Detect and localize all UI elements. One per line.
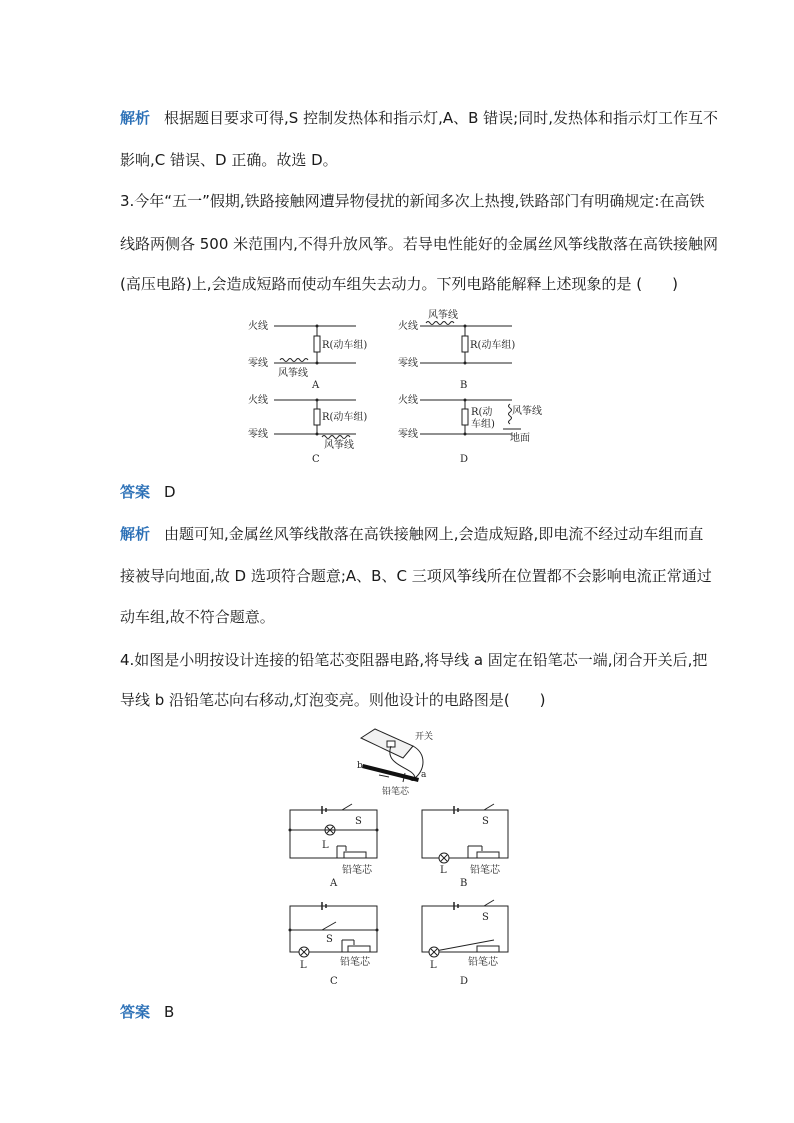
q4-circuit-options	[282, 802, 514, 992]
q4a-lamp-l: L	[322, 840, 329, 851]
analysis-text: 根据题目要求可得,S 控制发热体和指示灯,A、B 错误;同时,发热体和指示灯工作互不	[164, 109, 718, 127]
q3d-load-label-1: R(动	[471, 407, 493, 418]
q3-option-a: A	[312, 380, 320, 391]
q3-analysis-line2: 接被导向地面,故 D 选项符合题意;A、B、C 三项风筝线所在位置都不会影响电流正常通过	[120, 567, 712, 585]
q4-switch-label: 开关	[415, 732, 434, 742]
q4b-switch-s: S	[482, 816, 489, 827]
q3c-load-label: R(动车组)	[322, 412, 368, 423]
answer-value: B	[164, 1003, 175, 1021]
q3-analysis-line3: 动车组,故不符合题意。	[120, 608, 275, 626]
q3-option-d: D	[460, 454, 469, 465]
q3-stem-line1: 3.今年“五一”假期,铁路接触网遭异物侵扰的新闻多次上热搜,铁路部门有明确规定:在高铁	[120, 192, 705, 210]
q3-option-c: C	[312, 454, 320, 465]
q3b-live-label: 火线	[398, 321, 418, 332]
q4d-pencil-label: 铅笔芯	[468, 957, 498, 968]
q3a-load-label: R(动车组)	[322, 340, 368, 351]
q4d-switch-s: S	[482, 912, 489, 923]
q2-analysis-line2: 影响,C 错误、D 正确。故选 D。	[120, 151, 338, 169]
q3a-live-label: 火线	[248, 321, 268, 332]
q3a-neutral-label: 零线	[248, 358, 268, 369]
q4c-lamp-l: L	[300, 960, 307, 971]
q3d-kite-label: 风筝线	[512, 406, 542, 417]
q3-stem-line3: (高压电路)上,会造成短路而使动车组失去动力。下列电路能解释上述现象的是 ( )	[120, 275, 678, 293]
answer-value: D	[164, 483, 176, 501]
q3-circuit-figure	[240, 308, 542, 468]
q4-option-a: A	[330, 878, 338, 889]
q3c-kite-label: 风筝线	[324, 440, 354, 451]
q4-answer	[120, 1002, 174, 1022]
q4a-pencil-label: 铅笔芯	[342, 865, 372, 876]
q3b-kite-label: 风筝线	[428, 310, 458, 321]
q4-pencil-label: 铅笔芯	[382, 787, 410, 797]
q4a-switch-s: S	[355, 816, 362, 827]
q3d-load-label-2: 车组)	[471, 419, 495, 430]
q4-stem-line1: 4.如图是小明按设计连接的铅笔芯变阻器电路,将导线 a 固定在铅笔芯一端,闭合开关后,把	[120, 651, 708, 669]
q3-stem-line2: 线路两侧各 500 米范围内,不得升放风筝。若导电性能好的金属丝风筝线散落在高铁接触网	[120, 235, 718, 253]
answer-label: 答案	[120, 483, 151, 501]
q4c-pencil-label: 铅笔芯	[340, 957, 370, 968]
q4b-pencil-label: 铅笔芯	[470, 865, 500, 876]
q3c-neutral-label: 零线	[248, 429, 268, 440]
analysis-label: 解析	[120, 109, 151, 127]
q2-analysis-line1	[120, 108, 718, 128]
q3-option-b: B	[460, 380, 468, 391]
q3d-neutral-label: 零线	[398, 429, 418, 440]
q3-answer	[120, 482, 176, 502]
q4-wire-b-label: b	[357, 761, 363, 771]
q4b-lamp-l: L	[440, 865, 447, 876]
q4d-lamp-l: L	[430, 960, 437, 971]
q3a-kite-label: 风筝线	[278, 368, 308, 379]
q3c-live-label: 火线	[248, 395, 268, 406]
q4-wire-a-label: a	[421, 770, 427, 780]
answer-label: 答案	[120, 1003, 151, 1021]
q4-option-c: C	[330, 976, 338, 987]
q3b-load-label: R(动车组)	[470, 340, 516, 351]
q4c-switch-s: S	[326, 934, 333, 945]
q3d-live-label: 火线	[398, 395, 418, 406]
q3b-neutral-label: 零线	[398, 358, 418, 369]
q3-analysis-line1	[120, 524, 703, 544]
q4-option-d: D	[460, 976, 469, 987]
q3d-ground-label: 地面	[510, 433, 530, 444]
q4-option-b: B	[460, 878, 468, 889]
q4-pencil-illustration	[355, 726, 445, 798]
analysis-text: 由题可知,金属丝风筝线散落在高铁接触网上,会造成短路,即电流不经过动车组而直	[164, 525, 704, 543]
q4-stem-line2: 导线 b 沿铅笔芯向右移动,灯泡变亮。则他设计的电路图是( )	[120, 691, 546, 709]
analysis-label: 解析	[120, 525, 151, 543]
